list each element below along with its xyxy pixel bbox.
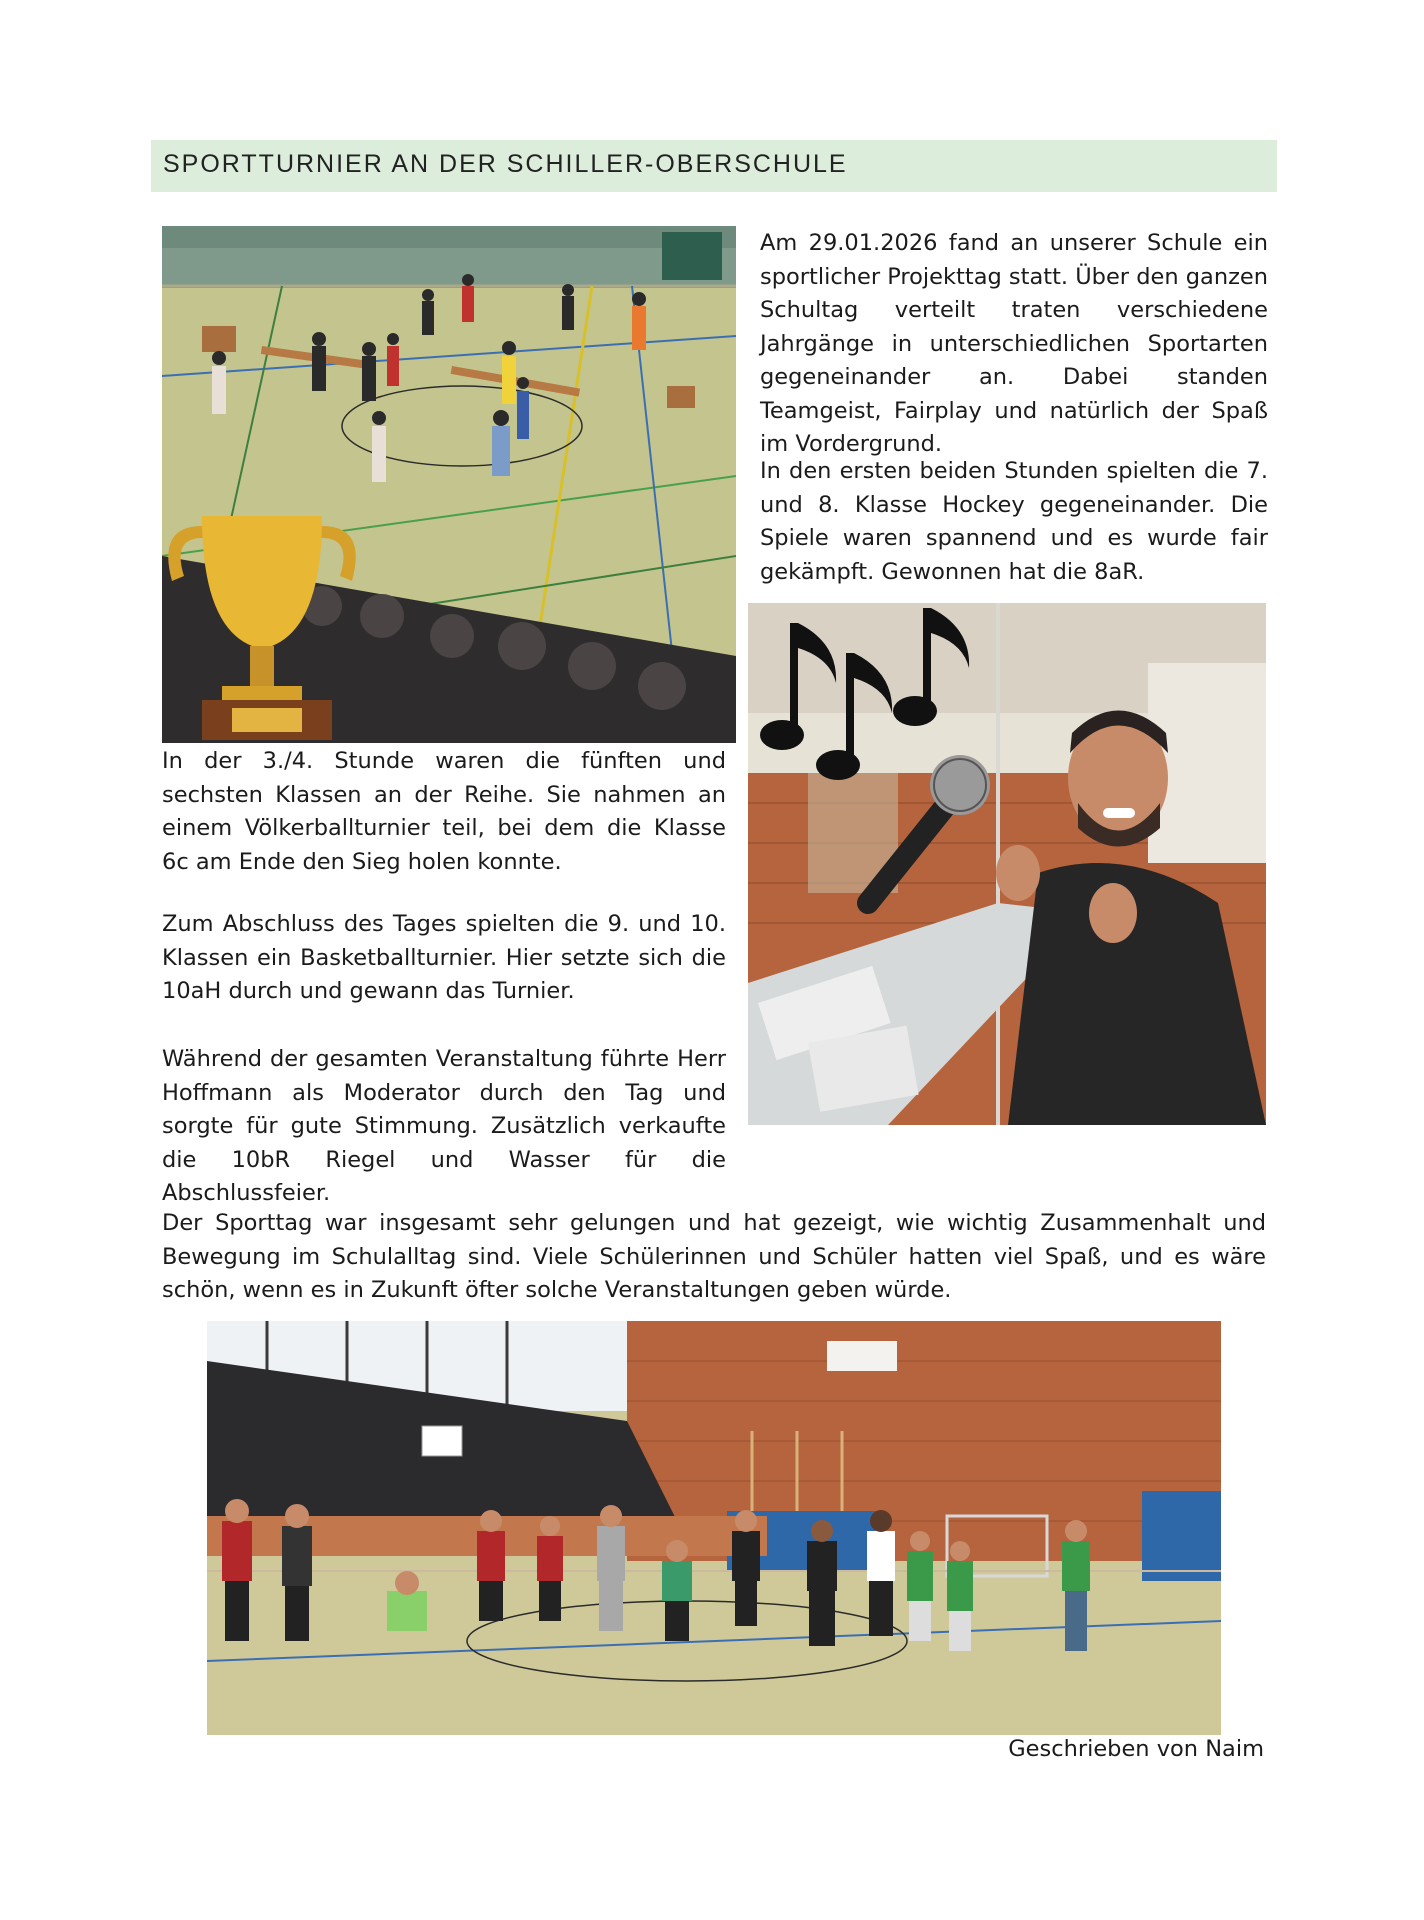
author-signature: Geschrieben von Naim bbox=[1008, 1736, 1264, 1762]
moderator-photo bbox=[748, 603, 1266, 1125]
hockey-photo bbox=[207, 1321, 1221, 1735]
title-banner bbox=[151, 140, 1277, 192]
hockey-paragraph: In den ersten beiden Stunden spielten die 7. und 8. Klasse Hockey gegeneinander. Die Spiele waren spannend und es wurde fair gekämpft. Gewonnen hat die 8aR. bbox=[760, 458, 1268, 585]
conclusion-paragraph: Der Sporttag war insgesamt sehr gelungen und hat gezeigt, wie wichtig Zusammenhalt und Bewegung im Schulalltag sind. Viele Schülerinnen und Schüler hatten viel Spaß, und es wäre schön, wenn es in Zukunft öfter solche Veranstaltungen geben würde. bbox=[162, 1210, 1266, 1303]
intro-paragraph: Am 29.01.2026 fand an unserer Schule ein sportlicher Projekttag statt. Über den ganzen Schultag verteilt traten verschiedene Jahrgänge in unterschiedlichen Sportarten gegeneinander an. Dabei standen Teamgeist, Fairplay und natürlich der Spaß im Vordergrund. bbox=[760, 230, 1268, 457]
dodgeball-paragraph: In der 3./4. Stunde waren die fünften und sechsten Klassen an der Reihe. Sie nahmen an einem Völkerballturnier teil, bei dem die Klasse 6c am Ende den Sieg holen konnte. bbox=[162, 748, 726, 875]
gym-photo-dodgeball bbox=[162, 226, 736, 743]
page-title: SPORTTURNIER AN DER SCHILLER-OBERSCHULE bbox=[163, 150, 848, 178]
basketball-paragraph: Zum Abschluss des Tages spielten die 9. und 10. Klassen ein Basketballturnier. Hier setzte sich die 10aH durch und gewann das Turnier. bbox=[162, 911, 726, 1004]
moderator-paragraph: Während der gesamten Veranstaltung führte Herr Hoffmann als Moderator durch den Tag und sorgte für gute Stimmung. Zusätzlich verkaufte die 10bR Riegel und Wasser für die Abschlussfeier. bbox=[162, 1046, 726, 1206]
